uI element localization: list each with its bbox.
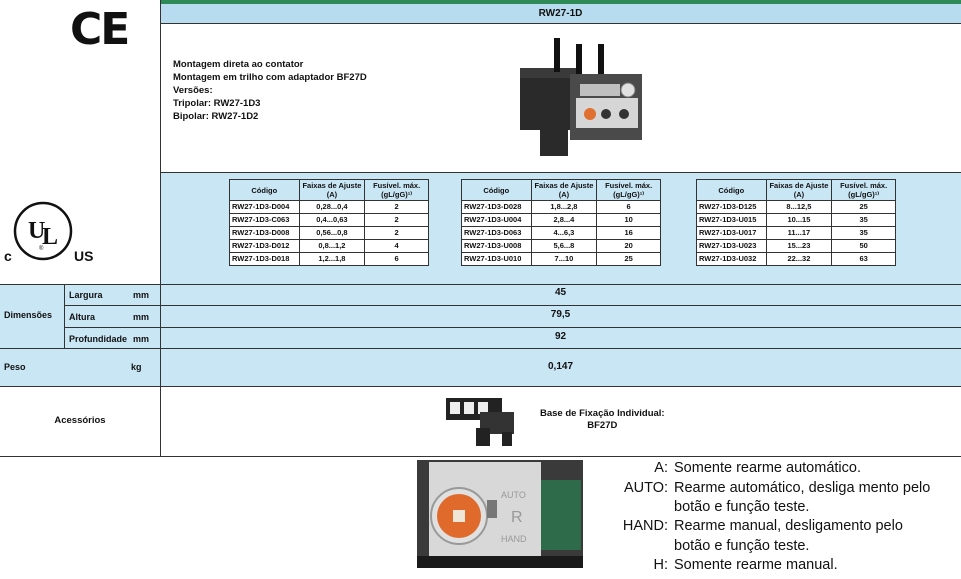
weight-label: Peso [4,362,26,372]
divider [160,23,961,24]
divider [160,172,961,173]
table-cell: 6 [365,253,429,266]
table-cell: RW27-1D3-D008 [230,227,300,240]
table-row [462,227,661,240]
legend-key: H: [653,557,668,573]
table-cell: RW27-1D3-D012 [230,240,300,253]
description-line: Montagem direta ao contator [173,59,304,70]
depth-label: Profundidade [69,334,127,344]
table-row [697,227,896,240]
table-row [697,201,896,214]
table-cell: 4...6,3 [531,227,597,240]
table-row [462,214,661,227]
weight-value: 0,147 [547,361,574,372]
column-header-fuse: Fusível. máx. (gL/gG)¹⁾ [365,180,429,201]
table-cell: RW27-1D3-U023 [697,240,767,253]
table-cell: 11...17 [766,227,832,240]
ul-c-label: c [4,248,12,264]
height-unit: mm [133,312,150,322]
table-cell: 22...32 [766,253,832,266]
svg-text:U: U [28,218,46,244]
accessory-description [540,408,665,432]
table-cell: RW27-1D3-D125 [697,201,767,214]
svg-text:L: L [42,224,59,250]
table-row [230,253,429,266]
column-header-range: Faixas de Ajuste (A) [299,180,365,201]
rating-table-3 [696,179,896,266]
table-cell: 25 [597,253,661,266]
ul-us-label: US [74,248,94,264]
page-title: RW27-1D [538,8,583,19]
table-cell: RW27-1D3-U004 [462,214,532,227]
legend-text: Somente rearme automático. [674,460,861,476]
table-row [697,240,896,253]
width-label: Largura [69,290,103,300]
table-row [230,240,429,253]
table-cell: 16 [597,227,661,240]
legend-text: botão e função teste. [674,538,810,554]
column-header-range: Faixas de Ajuste (A) [531,180,597,201]
table-row [462,240,661,253]
table-row [697,214,896,227]
depth-value: 92 [554,331,567,342]
table-cell: 7...10 [531,253,597,266]
table-cell: 1,2...1,8 [299,253,365,266]
rating-table-1 [229,179,429,266]
ce-mark: CE [70,4,129,55]
table-cell: 10...15 [766,214,832,227]
table-cell: RW27-1D3-U017 [697,227,767,240]
divider [0,456,961,457]
accessory-name: Base de Fixação Individual: [540,408,665,419]
table-cell: 8...12,5 [766,201,832,214]
table-cell: RW27-1D3-D028 [462,201,532,214]
legend-text: Rearme manual, desligamento pelo [674,518,903,534]
reset-dial-image [417,460,583,568]
table-cell: 2 [365,201,429,214]
table-cell: 4 [365,240,429,253]
table-cell: 2 [365,214,429,227]
width-value: 45 [554,287,567,298]
table-cell: RW27-1D3-D004 [230,201,300,214]
legend-text: Somente rearme manual. [674,557,838,573]
table-row [462,253,661,266]
table-cell: 0,8...1,2 [299,240,365,253]
legend-text: botão e função teste. [674,499,810,515]
table-cell: 0,4...0,63 [299,214,365,227]
column-header-fuse: Fusível. máx. (gL/gG)¹⁾ [597,180,661,201]
table-cell: 0,28...0,4 [299,201,365,214]
description-line: Tripolar: RW27-1D3 [173,98,261,109]
table-row [230,227,429,240]
legend-text: Rearme automático, desliga mento pelo [674,480,931,496]
depth-unit: mm [133,334,150,344]
column-header-code: Código [230,180,300,201]
divider [160,0,161,456]
table-cell: RW27-1D3-U032 [697,253,767,266]
table-cell: RW27-1D3-U015 [697,214,767,227]
weight-unit: kg [131,362,142,372]
table-row [462,201,661,214]
column-header-range: Faixas de Ajuste (A) [766,180,832,201]
column-header-code: Código [697,180,767,201]
table-cell: 15...23 [766,240,832,253]
dial-auto-label: AUTO [501,490,526,500]
table-row [230,201,429,214]
divider [0,284,961,285]
table-cell: RW27-1D3-D063 [462,227,532,240]
table-row [697,253,896,266]
table-cell: 35 [832,214,896,227]
legend-key: A: [654,460,668,476]
table-cell: RW27-1D3-D018 [230,253,300,266]
height-label: Altura [69,312,96,322]
divider [0,386,961,387]
table-cell: 2 [365,227,429,240]
relay-product-image [510,38,650,160]
accessories-label: Acessórios [54,415,106,426]
divider [64,327,961,328]
table-cell: 2,8...4 [531,214,597,227]
dial-hand-label: HAND [501,534,527,544]
description-line: Montagem em trilho com adaptador BF27D [173,72,367,83]
table-cell: 10 [597,214,661,227]
divider [0,348,961,349]
table-cell: 6 [597,201,661,214]
dial-r-label: R [511,509,523,526]
table-cell: 0,56...0,8 [299,227,365,240]
mounting-base-image [440,392,522,448]
table-row [230,214,429,227]
table-cell: 50 [832,240,896,253]
table-cell: 35 [832,227,896,240]
legend-key: AUTO: [623,480,668,496]
divider [64,284,65,348]
rating-table-2 [461,179,661,266]
table-cell: RW27-1D3-U008 [462,240,532,253]
table-cell: 25 [832,201,896,214]
legend-key: HAND: [622,518,668,534]
description-line: Versões: [173,85,213,96]
table-cell: RW27-1D3-C063 [230,214,300,227]
svg-text:®: ® [39,246,44,252]
table-cell: 1,8...2,8 [531,201,597,214]
table-cell: RW27-1D3-U010 [462,253,532,266]
table-cell: 5,6...8 [531,240,597,253]
accessory-code: BF27D [587,420,618,431]
width-unit: mm [133,290,150,300]
height-value: 79,5 [550,309,571,320]
divider [64,305,961,306]
dimensions-label: Dimensões [4,310,53,320]
table-cell: 20 [597,240,661,253]
table-cell: 63 [832,253,896,266]
column-header-code: Código [462,180,532,201]
description-line: Bipolar: RW27-1D2 [173,111,259,122]
column-header-fuse: Fusível. máx. (gL/gG)¹⁾ [832,180,896,201]
ul-certification-icon [12,200,74,262]
